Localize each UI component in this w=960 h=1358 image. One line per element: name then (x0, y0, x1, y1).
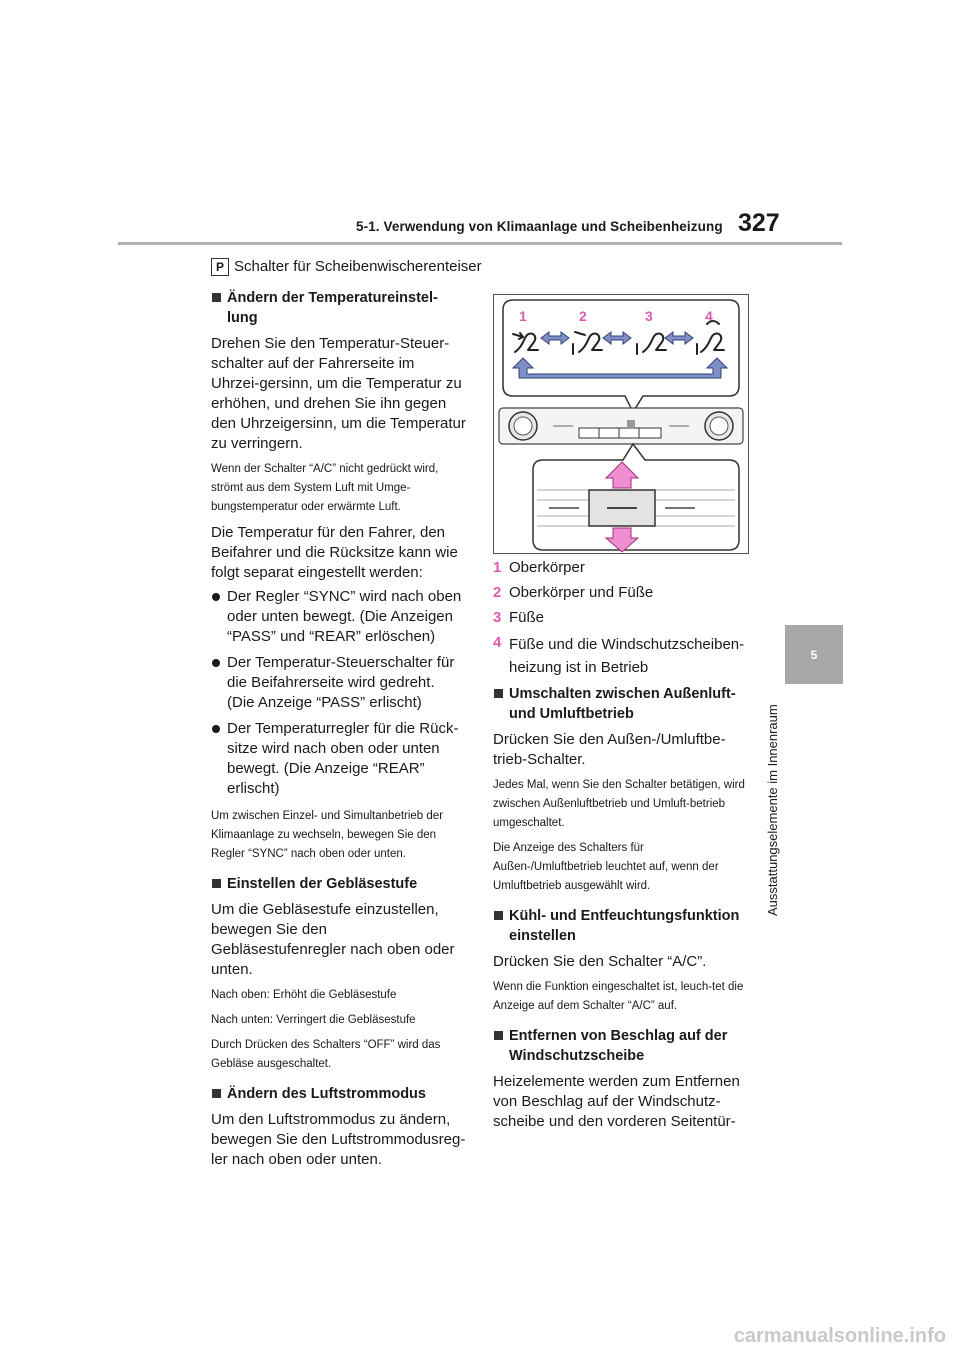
figure-label-4: 4 (705, 308, 713, 324)
chapter-number: 5 (810, 647, 818, 662)
right-column (493, 684, 753, 1132)
defog-body: Heizelemente werden zum Entfernen von Beschlag auf der Windschutz-scheibe und den vorderen Seitentür- (493, 1073, 740, 1130)
legend-text: Oberkörper (509, 559, 585, 576)
ac-note: Wenn die Funktion eingeschaltet ist, leuch-tet die Anzeige auf dem Schalter “A/C” auf. (493, 981, 744, 1012)
airflow-body: Um den Luftstrommodus zu ändern, bewegen Sie den Luftstrommodusreg-ler nach oben oder unten. (211, 1111, 466, 1168)
legend-num: 4 (493, 634, 502, 651)
fan-note-up: Nach oben: Erhöht die Gebläsestufe (211, 989, 397, 1001)
callout-text: Schalter für Scheibenwischerenteiser (234, 258, 482, 275)
bullet-passenger: Der Temperatur-Steuerschalter für die Beifahrerseite wird gedreht. (Die Anzeige “PASS” erlischt) (211, 653, 466, 713)
section-title: 5-1. Verwendung von Klimaanlage und Scheibenheizung (356, 219, 723, 234)
heading-ac: Kühl- und Entfeuchtungsfunktion einstellen (493, 906, 753, 946)
legend-text: Füße und die Windschutzscheiben-heizung ist in Betrieb (509, 636, 745, 676)
legend-text: Oberkörper und Füße (509, 584, 654, 601)
fan-note-down: Nach unten: Verringert die Gebläsestufe (211, 1014, 416, 1026)
watermark: carmanualsonline.info (733, 1325, 946, 1347)
bullet-rear: Der Temperaturregler für die Rück-sitze wird nach oben oder unten bewegt. (Die Anzeige “REAR” erlischt) (211, 719, 466, 799)
legend-item (493, 583, 753, 603)
temp-note: Wenn der Schalter “A/C” nicht gedrückt wird, strömt aus dem System Luft mit Umge-bungstemperatur oder erwärmte Luft. (211, 463, 439, 513)
recirc-note-1: Jedes Mal, wenn Sie den Schalter betätigen, wird zwischen Außenluftbetrieb und Umluft-betrieb umgeschaltet. (493, 779, 745, 829)
sync-note: Um zwischen Einzel- und Simultanbetrieb der Klimaanlage zu wechseln, bewegen Sie den Regler “SYNC” nach oben oder unten. (211, 810, 444, 860)
temp-body-2: Die Temperatur für den Fahrer, den Beifahrer und die Rücksitze kann wie folgt separat eingestellt werden: (211, 524, 458, 581)
callout-marker: P (211, 258, 229, 276)
legend-item (493, 558, 753, 578)
chapter-title: Ausstattungselemente im Innenraum (765, 704, 780, 916)
bullet-sync: Der Regler “SYNC” wird nach oben oder unten bewegt. (Die Anzeigen “PASS” und “REAR” erlöschen) (211, 587, 466, 647)
recirc-note-2: Die Anzeige des Schalters für Außen-/Umluftbetrieb leuchtet auf, wenn der Umluftbetrieb ausgewählt wird. (493, 842, 719, 892)
heading-recirculation: Umschalten zwischen Außenluft- und Umluftbetrieb (493, 684, 753, 724)
fan-note-off: Durch Drücken des Schalters “OFF” wird das Gebläse ausgeschaltet. (211, 1039, 441, 1070)
figure-label-2: 2 (579, 308, 587, 324)
header-rule (118, 242, 842, 245)
figure-label-1: 1 (519, 308, 527, 324)
airflow-figure (493, 294, 749, 554)
page-number: 327 (738, 209, 780, 237)
legend-text: Füße (509, 609, 545, 626)
legend-num: 2 (493, 584, 502, 601)
heading-fan: Einstellen der Gebläsestufe (211, 874, 466, 894)
legend-num: 3 (493, 609, 502, 626)
legend-item (493, 608, 753, 628)
airflow-diagram (493, 294, 749, 554)
ac-body: Drücken Sie den Schalter “A/C”. (493, 953, 707, 970)
temp-bullets (211, 587, 466, 799)
figure-legend (493, 558, 753, 679)
recirc-body: Drücken Sie den Außen-/Umluftbe-trieb-Schalter. (493, 731, 726, 768)
heading-airflow: Ändern des Luftstrommodus (211, 1084, 466, 1104)
figure-label-3: 3 (645, 308, 653, 324)
fan-body: Um die Gebläsestufe einzustellen, bewegen Sie den Gebläsestufenregler nach oben oder unten. (211, 901, 455, 978)
chapter-tab (785, 625, 843, 684)
heading-defog: Entfernen von Beschlag auf der Windschutzscheibe (493, 1026, 753, 1066)
heading-temperature: Ändern der Temperatureinstel-lung (211, 288, 466, 328)
legend-item (493, 633, 753, 679)
left-column (211, 288, 466, 1170)
legend-num: 1 (493, 559, 502, 576)
temp-body: Drehen Sie den Temperatur-Steuer-schalter auf der Fahrerseite im Uhrzei-gersinn, um die Temperatur zu erhöhen, und drehen Sie ihn gegen den Uhrzeigersinn, um die Temperatur zu verringern. (211, 335, 466, 452)
